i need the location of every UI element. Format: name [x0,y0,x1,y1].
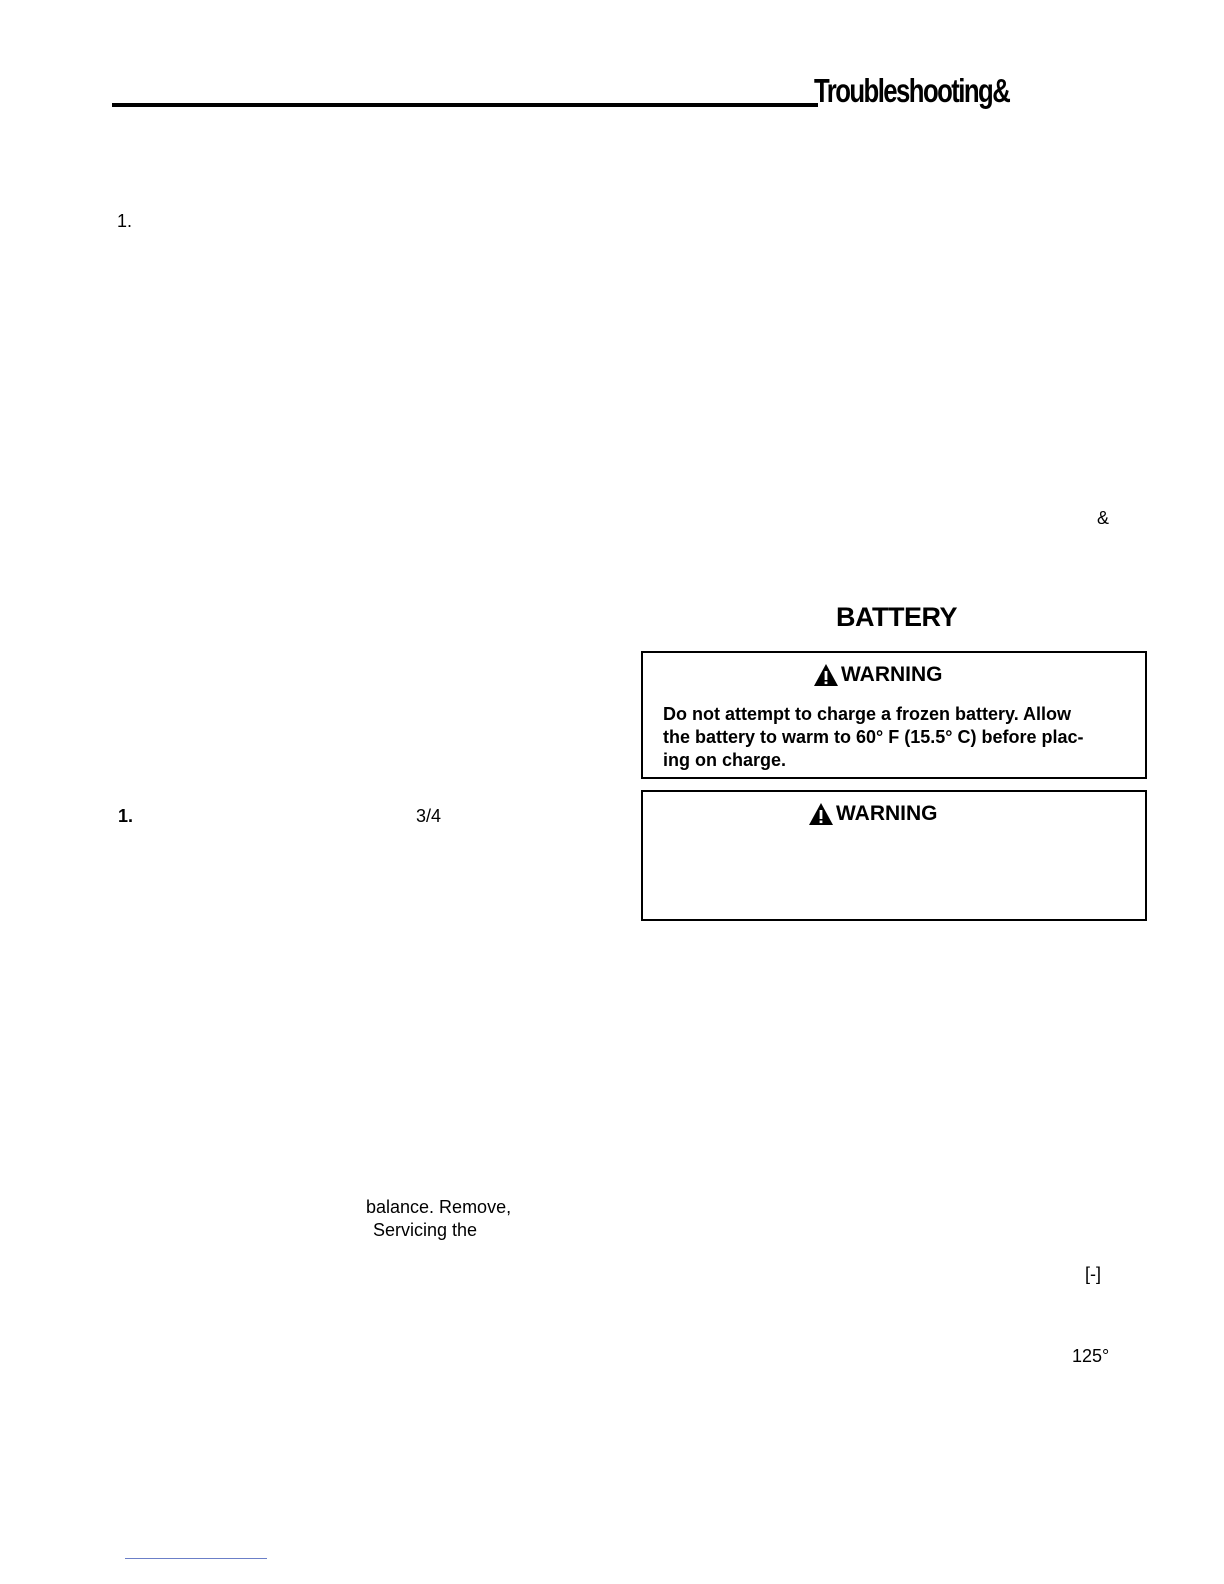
warning-body-line: the battery to warm to 60° F (15.5° C) before plac- [663,727,1084,747]
list-number: 1. [118,806,134,826]
bracket-symbol: [-] [1085,1264,1101,1284]
text-fragment-servicing: Servicing the [373,1220,478,1240]
ampersand-text: & [1097,508,1110,528]
warning-title [808,802,938,826]
warning-triangle-icon [813,663,839,687]
warning-triangle-icon [808,802,834,826]
warning-body-line: Do not attempt to charge a frozen battery. Allow [663,704,1072,724]
warning-title-text: WARNING [841,663,943,686]
footer-rule [125,1558,267,1559]
warning-title [813,663,943,687]
fraction-text: 3/4 [416,806,442,826]
degrees-text: 125° [1072,1346,1110,1366]
warning-box [641,651,1147,779]
warning-box [641,790,1147,921]
section-heading-battery: BATTERY [836,602,957,632]
warning-body-line: ing on charge. [663,750,787,770]
warning-title-text: WARNING [836,802,938,825]
header-rule [112,103,818,107]
warning-body [663,703,1133,772]
page-header-title: Troubleshooting& [814,72,1010,109]
text-fragment-balance: balance. Remove, [366,1197,512,1217]
list-number: 1. [117,211,133,231]
